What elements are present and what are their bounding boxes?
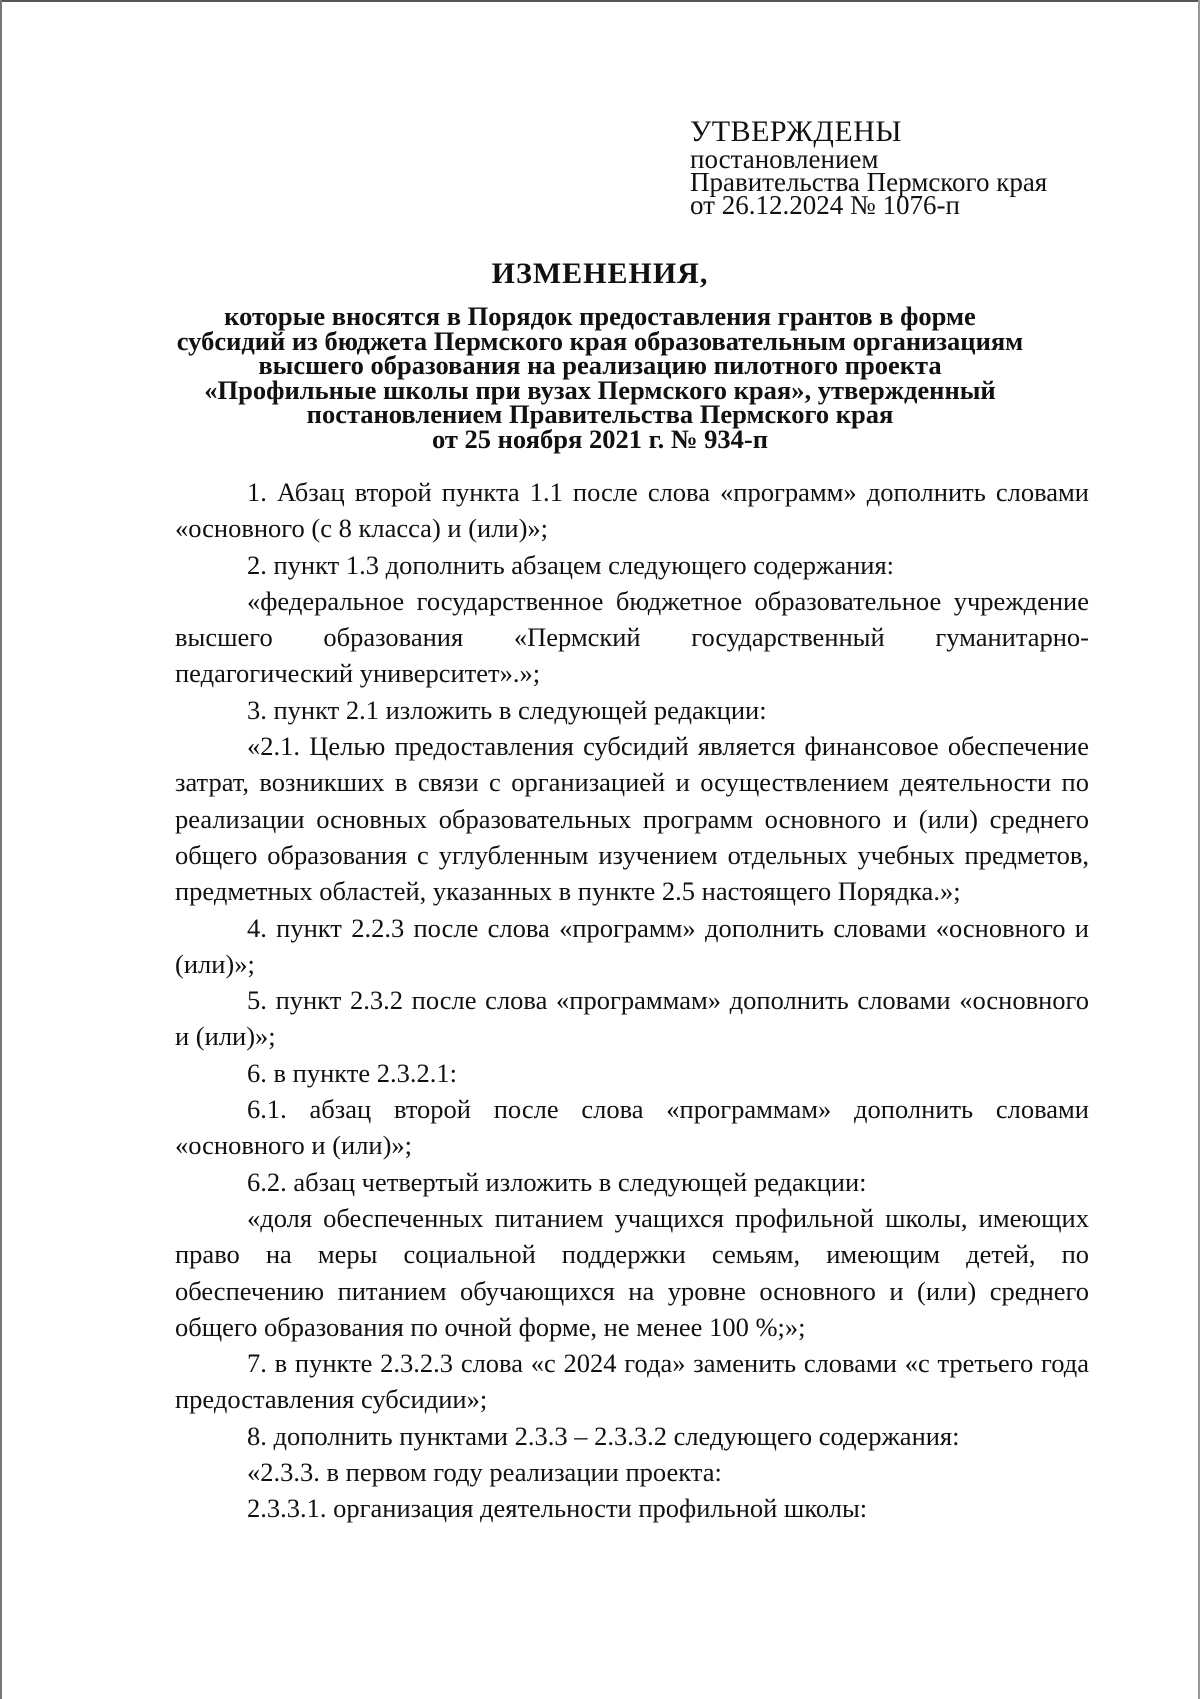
page-edge-left xyxy=(0,0,2,1699)
amendment-paragraph: 1. Абзац второй пункта 1.1 после слова «программ» дополнить словами «основного (с 8 класса) и (или)»; xyxy=(175,477,1089,544)
amendment-paragraph: 6.2. абзац четвертый изложить в следующей редакции: xyxy=(247,1166,867,1197)
amendment-paragraph: 6. в пункте 2.3.2.1: xyxy=(247,1057,457,1088)
document-subtitle-line: постановлением Правительства Пермского края xyxy=(306,399,894,430)
document-body xyxy=(175,474,1089,1527)
approval-heading: УТВЕРЖДЕНЫ xyxy=(690,115,903,148)
document-subtitle-line: высшего образования на реализацию пилотного проекта xyxy=(258,350,942,381)
amendment-paragraph: 6.1. абзац второй после слова «программам» дополнить словами «основного и (или)»; xyxy=(175,1094,1089,1161)
document-subtitle-line: «Профильные школы при вузах Пермского края», утвержденный xyxy=(204,374,996,405)
approval-line: от 26.12.2024 № 1076-п xyxy=(690,190,960,220)
document-subtitle-line: которые вносятся в Порядок предоставления грантов в форме xyxy=(224,301,976,331)
amendment-paragraph: 2. пункт 1.3 дополнить абзацем следующего содержания: xyxy=(247,549,895,580)
page-edge-top xyxy=(0,0,1200,2)
approval-stamp-block xyxy=(690,115,1170,220)
amendment-paragraph: 5. пункт 2.3.2 после слова «программам» дополнить словами «основного и (или)»; xyxy=(175,985,1089,1052)
amendment-paragraph: «2.1. Целью предоставления субсидий является финансовое обеспечение затрат, возникших в связи с организацией и осуществлением деятельности по реализации основных образовательных программ основного и (или) среднего общего образования с углубленным изучением отдельных учебных предметов, предметных областей, указанных в пункте 2.5 настоящего Порядка.»; xyxy=(175,731,1089,907)
amendment-paragraph: 7. в пункте 2.3.2.3 слова «с 2024 года» заменить словами «с третьего года предоставления субсидии»; xyxy=(175,1348,1089,1415)
document-subtitle-line: от 25 ноября 2021 г. № 934-п xyxy=(432,423,768,454)
amendment-paragraph: «федеральное государственное бюджетное образовательное учреждение высшего образования «Пермский государственный гуманитарно-педагогический университет».»; xyxy=(175,585,1089,689)
document-subtitle-line: субсидий из бюджета Пермского края образовательным организациям xyxy=(176,325,1024,356)
document-title: ИЗМЕНЕНИЯ, xyxy=(491,257,709,290)
amendment-paragraph: 8. дополнить пунктами 2.3.3 – 2.3.3.2 следующего содержания: xyxy=(247,1420,960,1451)
amendment-paragraph: «доля обеспеченных питанием учащихся профильной школы, имеющих право на меры социальной поддержки семьям, имеющим детей, по обеспечению питанием обучающихся на уровне основного и (или) среднего общего образования по очной форме, не менее 100 %;»; xyxy=(175,1202,1089,1342)
amendment-paragraph: «2.3.3. в первом году реализации проекта: xyxy=(247,1457,722,1488)
approval-line: Правительства Пермского края xyxy=(690,167,1048,197)
amendment-paragraph: 4. пункт 2.2.3 после слова «программ» дополнить словами «основного и (или)»; xyxy=(175,912,1089,979)
document-title-block xyxy=(150,256,1050,452)
amendment-paragraph: 2.3.3.1. организация деятельности профильной школы: xyxy=(247,1493,868,1524)
amendment-paragraph: 3. пункт 2.1 изложить в следующей редакции: xyxy=(247,694,767,725)
approval-line: постановлением xyxy=(690,144,879,174)
